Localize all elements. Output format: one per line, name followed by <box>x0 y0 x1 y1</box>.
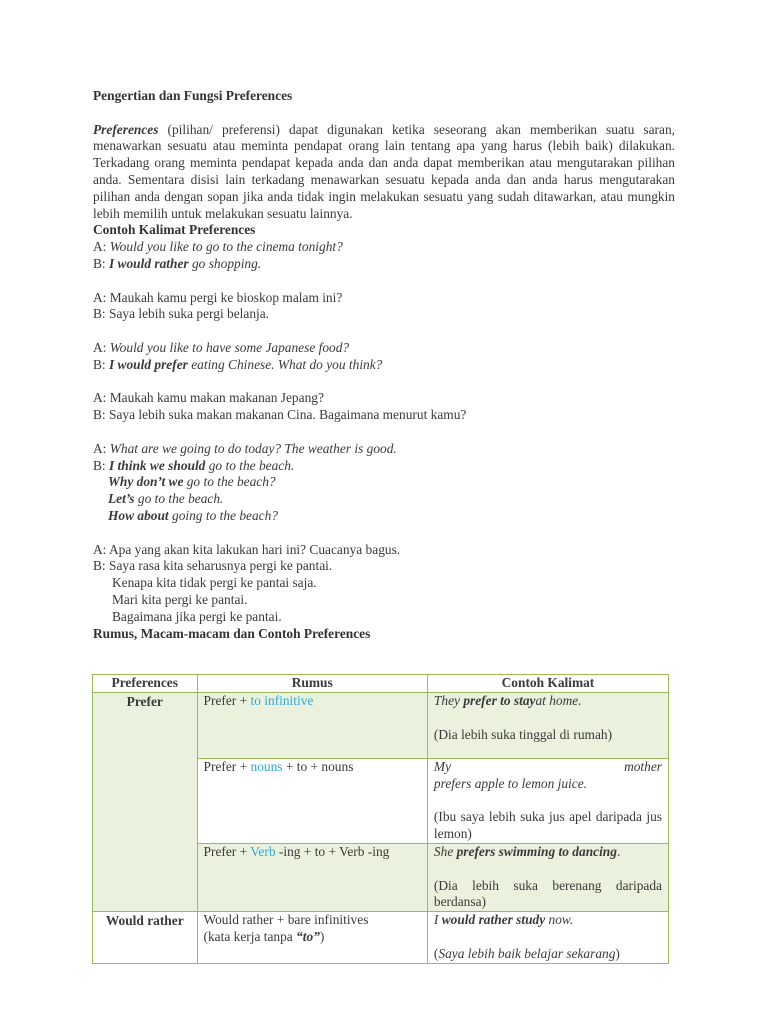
example-1-a: A: Would you like to go to the cinema tonight? <box>93 239 343 255</box>
translation-3-a: A: Apa yang akan kita lakukan hari ini? Cuacanya bagus. <box>93 541 401 557</box>
example-cell: My mother prefers apple to lemon juice. (Ibu saya lebih suka jus apel daripada jus lemon) <box>427 759 668 844</box>
rumus-cell: Prefer + nouns + to + nouns <box>197 759 427 844</box>
examples-heading: Contoh Kalimat Preferences <box>93 222 256 238</box>
intro-paragraph <box>93 122 675 223</box>
example-3-alt-1: Why don’t we go to the beach? <box>108 474 276 490</box>
translation-1-a: A: Maukah kamu pergi ke bioskop malam ini? <box>93 289 343 305</box>
table-heading: Rumus, Macam-macam dan Contoh Preferences <box>93 625 371 641</box>
table-row <box>93 693 669 759</box>
example-3-b: B: I think we should go to the beach. <box>93 457 295 473</box>
example-2-b: B: I would prefer eating Chinese. What do you think? <box>93 356 383 372</box>
example-3-a: A: What are we going to do today? The weather is good. <box>93 440 397 456</box>
rumus-cell: Prefer + Verb -ing + to + Verb -ing <box>197 843 427 911</box>
row-label-would-rather: Would rather <box>93 912 198 963</box>
example-cell: They prefer to stayat home. (Dia lebih suka tinggal di rumah) <box>427 693 668 759</box>
rumus-cell: Would rather + bare infinitives (kata kerja tanpa “to”) <box>197 912 427 963</box>
translation-3-alt-3: Bagaimana jika pergi ke pantai. <box>112 608 282 624</box>
row-label-prefer: Prefer <box>93 693 198 912</box>
translation-2-a: A: Maukah kamu makan makanan Jepang? <box>93 390 324 406</box>
translation-2-b: B: Saya lebih suka makan makanan Cina. Bagaimana menurut kamu? <box>93 407 467 423</box>
intro-text: (pilihan/ preferensi) dapat digunakan ketika seseorang akan memberikan suatu saran, menawarkan sesuatu atau meminta pendapat orang lain tentang apa yang harus (lebih baik) dilakukan. Terkadang orang meminta pendapat kepada anda dan anda dapat memberikan atau mengutarakan pilihan anda. Sementara disisi lain terkadang menawarkan sesuatu kepada anda dan anda harus mengutarakan pilihan anda dengan sopan jika anda tidak ingin melakukan sesuatu yang sudah ditawarkan, atau mungkin lebih memilih untuk melakukan sesuatu lainnya. <box>93 121 675 221</box>
table-row <box>93 912 669 963</box>
example-cell: She prefers swimming to dancing. (Dia lebih suka berenang daripada berdansa) <box>427 843 668 911</box>
table-header-row <box>93 675 669 693</box>
header-rumus: Rumus <box>197 675 427 693</box>
example-3-alt-3: How about going to the beach? <box>108 507 278 523</box>
translation-3-alt-1: Kenapa kita tidak pergi ke pantai saja. <box>112 575 317 591</box>
translation-3-b: B: Saya rasa kita seharusnya pergi ke pantai. <box>93 558 333 574</box>
example-2-a: A: Would you like to have some Japanese food? <box>93 339 350 355</box>
example-3-alt-2: Let’s go to the beach. <box>108 491 224 507</box>
document-body <box>93 88 675 642</box>
header-preferences: Preferences <box>93 675 198 693</box>
header-contoh: Contoh Kalimat <box>427 675 668 693</box>
intro-term: Preferences <box>93 121 159 137</box>
example-cell: I would rather study now. (Saya lebih baik belajar sekarang) <box>427 912 668 963</box>
rumus-cell: Prefer + to infinitive <box>197 693 427 759</box>
translation-3-alt-2: Mari kita pergi ke pantai. <box>112 591 248 607</box>
translation-1-b: B: Saya lebih suka pergi belanja. <box>93 306 270 322</box>
example-1-b: B: I would rather go shopping. <box>93 255 262 271</box>
preferences-table <box>92 674 669 964</box>
page-title: Pengertian dan Fungsi Preferences <box>93 88 293 103</box>
